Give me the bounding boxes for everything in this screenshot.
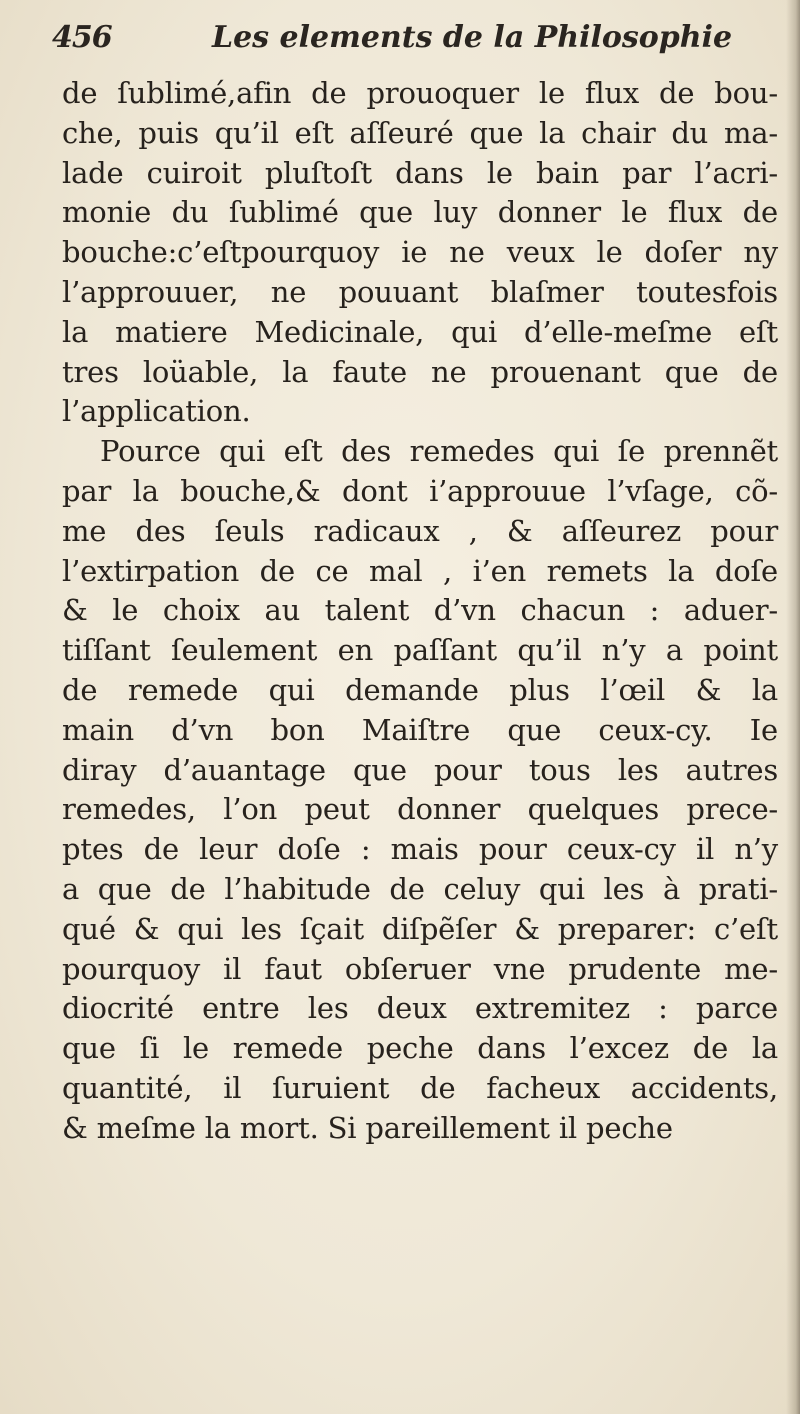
text-line: pourquoy il faut obſeruer vne prudente me- — [62, 951, 778, 986]
text-line: de ſublimé,afin de prouoquer le flux de bou- — [62, 76, 778, 110]
text-line: monie du ſublimé que luy donner le flux de — [62, 195, 778, 230]
text-line: remedes, l’on peut donner quelques prece- — [62, 792, 778, 827]
text-line: l’application. — [62, 394, 251, 429]
text-line: tiſſant ſeulement en paſſant qu’il n’y a point — [62, 633, 778, 668]
text-line: tres loüable, la faute ne prouenant que de — [62, 354, 778, 389]
text-line: a que de l’habitude de celuy qui les à prati- — [62, 871, 778, 906]
text-line: Pource qui eſt des remedes qui ſe prennẽt — [100, 434, 778, 469]
text-line: quantité, il ſuruient de facheux accidents, — [62, 1070, 778, 1105]
text-line: l’approuuer, ne pouuant blaſmer toutesfois — [62, 274, 778, 309]
text-line: lade cuiroit pluſtoſt dans le bain par l’acri- — [62, 155, 778, 190]
page-edge-shadow — [786, 0, 800, 1414]
text-line: bouche:c’eſtpourquoy ie ne veux le doſer ny — [62, 235, 778, 270]
text-line: diocrité entre les deux extremitez : parce — [62, 991, 778, 1026]
body-text — [62, 74, 778, 1149]
text-line: diray d’auantage que pour tous les autres — [62, 752, 778, 787]
text-line: me des ſeuls radicaux , & aſſeurez pour — [62, 513, 778, 548]
text-line: che, puis qu’il eſt aſſeuré que la chair du ma- — [62, 115, 778, 150]
text-line: de remede qui demande plus l’œil & la — [62, 672, 778, 707]
text-line: l’extirpation de ce mal , i’en remets la doſe — [62, 553, 778, 588]
text-line: par la bouche,& dont i’approuue l’vſage, cõ- — [62, 473, 778, 508]
text-line: & le choix au talent d’vn chacun : aduer- — [62, 593, 778, 628]
text-line: la matiere Medicinale, qui d’elle-meſme eſt — [62, 314, 778, 349]
text-line: ptes de leur doſe : mais pour ceux-cy il n’y — [62, 832, 778, 867]
page-number: 456 — [52, 20, 112, 55]
text-line: qué & qui les ſçait diſpẽſer & preparer: c’eſt — [62, 911, 778, 946]
page-header — [52, 12, 752, 62]
text-line: & meſme la mort. Si pareillement il peche — [62, 1110, 673, 1145]
text-line: main d’vn bon Maiſtre que ceux-cy. Ie — [62, 712, 778, 747]
running-title: Les elements de la Philosophie — [212, 20, 733, 55]
text-line: que ſi le remede peche dans l’excez de la — [62, 1031, 778, 1066]
